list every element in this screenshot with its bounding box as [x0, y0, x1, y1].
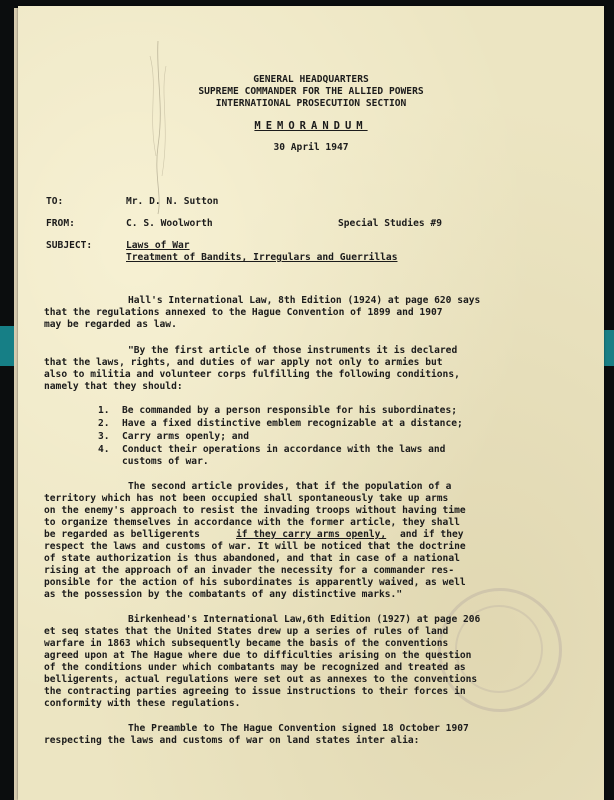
from-name: C. S. Woolworth	[126, 218, 213, 229]
body-line: that the laws, rights, and duties of war apply not only to armies but	[44, 357, 443, 368]
memo-page	[18, 6, 604, 800]
list-number: 1.	[98, 405, 110, 416]
body-line: territory which has not been occupied shall spontaneously take up arms	[44, 493, 449, 504]
body-line: that the regulations annexed to the Hague Convention of 1899 and 1907	[44, 307, 443, 318]
body-line: Birkenhead's International Law,6th Edition (1927) at page 206	[128, 614, 481, 625]
body-line: to organize themselves in accordance with the former article, they shall	[44, 517, 460, 528]
body-line: conformity with these regulations.	[44, 698, 241, 709]
header-section: INTERNATIONAL PROSECUTION SECTION	[215, 98, 407, 109]
list-number: 3.	[98, 431, 110, 442]
from-label: FROM:	[46, 218, 75, 229]
body-line: Hall's International Law, 8th Edition (1924) at page 620 says	[128, 295, 481, 306]
header-hq: GENERAL HEADQUARTERS	[253, 74, 369, 85]
body-line: Conduct their operations in accordance with the laws and	[122, 444, 446, 455]
body-line: of the conditions under which combatants may be recognized and treated as	[44, 662, 466, 673]
body-line: if they carry arms openly,	[236, 529, 387, 540]
subject-label: SUBJECT:	[46, 240, 93, 251]
body-line: Be commanded by a person responsible for his subordinates;	[122, 405, 458, 416]
subject-line-2: Treatment of Bandits, Irregulars and Guerrillas	[126, 252, 398, 263]
body-line: be regarded as belligerents	[44, 529, 200, 540]
body-line: The Preamble to The Hague Convention signed 18 October 1907	[128, 723, 469, 734]
memo-text	[18, 6, 604, 800]
body-line: respecting the laws and customs of war on land states inter alia:	[44, 735, 420, 746]
header-command: SUPREME COMMANDER FOR THE ALLIED POWERS	[198, 86, 424, 97]
subject-line-1: Laws of War	[126, 240, 190, 251]
body-line: namely that they should:	[44, 381, 183, 392]
body-line: agreed upon at The Hague where due to difficulties arising on the question	[44, 650, 472, 661]
body-line: Carry arms openly; and	[122, 431, 250, 442]
body-line: the contracting parties agreeing to issue instructions to their forces in	[44, 686, 466, 697]
body-line: may be regarded as law.	[44, 319, 177, 330]
body-line: et seq states that the United States drew up a series of rules of land	[44, 626, 449, 637]
to-label: TO:	[46, 196, 64, 207]
body-line: belligerents, actual regulations were set out as annexes to the conventions	[44, 674, 478, 685]
body-line: and if they	[400, 529, 464, 540]
body-line: "By the first article of those instruments it is declared	[128, 345, 458, 356]
reference: Special Studies #9	[338, 218, 442, 229]
body-line: respect the laws and customs of war. It will be noticed that the doctrine	[44, 541, 466, 552]
body-line: also to militia and volunteer corps fulfilling the following conditions,	[44, 369, 460, 380]
body-line: warfare in 1863 which subsequently became the basis of the conventions	[44, 638, 449, 649]
body-line: as the possession by the combatants of any distinctive marks."	[44, 589, 403, 600]
body-line: of state authorization is thus abandoned, and that in case of a national	[44, 553, 460, 564]
list-number: 2.	[98, 418, 110, 429]
list-number: 4.	[98, 444, 110, 455]
body-line: Have a fixed distinctive emblem recognizable at a distance;	[122, 418, 463, 429]
body-line: on the enemy's approach to resist the invading troops without having time	[44, 505, 466, 516]
body-line: The second article provides, that if the population of a	[128, 481, 452, 492]
body-line: ponsible for the action of his subordinates is apparently waived, as well	[44, 577, 466, 588]
body-line: rising at the approach of an invader the necessity for a commander res-	[44, 565, 455, 576]
body-line: customs of war.	[122, 456, 209, 467]
memo-title: MEMORANDUM	[254, 120, 368, 132]
to-name: Mr. D. N. Sutton	[126, 196, 219, 207]
memo-date: 30 April 1947	[273, 142, 349, 153]
